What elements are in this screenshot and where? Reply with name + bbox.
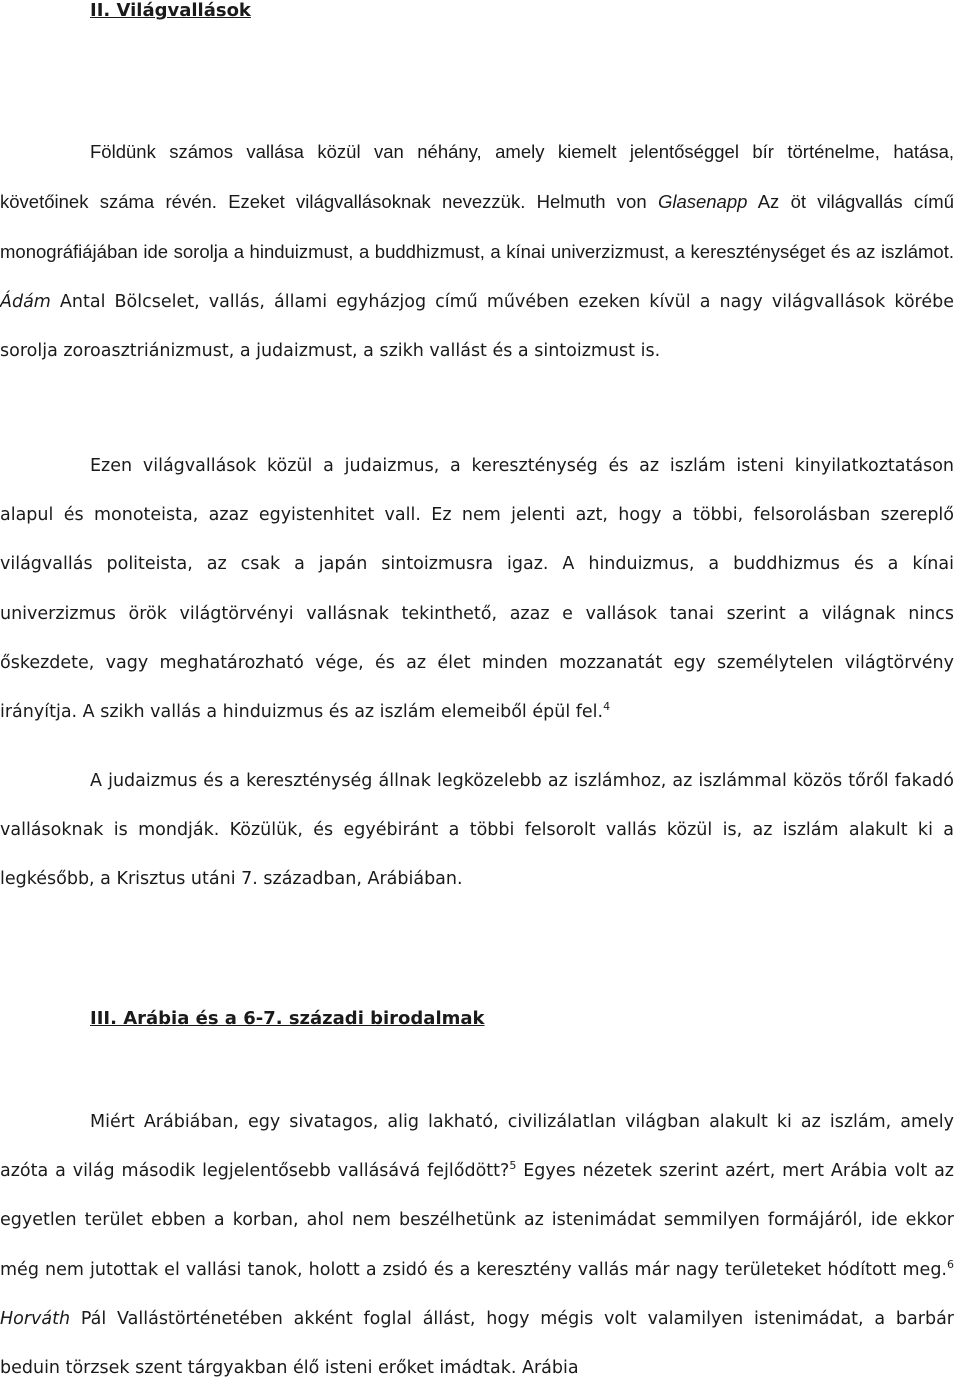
paragraph-2: Ezen világvallások közül a judaizmus, a kereszténység és az iszlám isteni kinyilatkoztatáson alapul és monoteista, azaz egyistenhitet vall. Ez nem jelenti azt, hogy a többi, felsorolásban szereplő világvallás politeista, az csak a japán sintoizmusra igaz. A hinduizmus, a buddhizmus és a kínai univerzizmus örök világtörvényi vallásnak tekinthető, azaz e vallások tanai szerint a világnak nincs őskezdete, vagy meghatározható vége, és az élet minden mozzanatát egy személytelen világtörvény irányítja. A szikh vallás a hinduizmus és az iszlám elemeiből épül fel.$^4$ (0, 456, 954, 723)
footnote-ref-4: 4 (603, 700, 611, 714)
glasenapp-name: Glasenapp (657, 190, 748, 212)
section-heading-2: II. Világvallások (90, 0, 251, 21)
horvath-name: Horváth (0, 1308, 71, 1329)
paragraph-1: Földünk számos vallása közül van néhány, amely kiemelt jelentőséggel bír történelme, hatása, követőinek száma révén. Ezeket világvallásoknak nevezzük. Helmuth von Glasenapp Az öt világvallás című monográfiájában ide sorolja a hinduizmust, a buddhizmust, a kínai univerzizmust, a kereszténységet és az iszlámot. Ádám Antal Bölcselet, vallás, állami egyházjog című művében ezeken kívül a nagy világvallások körébe sorolja zoroasztriánizmust, a judaizmust, a szikh vallást és a sintoizmust is. (0, 141, 955, 361)
adam-name: Ádám (0, 291, 51, 312)
paragraph-4: Miért Arábiában, egy sivatagos, alig lakható, civilizálatlan világban alakult ki az iszlám, amely azóta a világ második legjelentősebb vallásává fejlődött?$^5$ Egyes nézetek szerint azért, mert Arábia volt az egyetlen terület ebben a korban, ahol nem beszélhetünk az istenimádat semmilyen formájáról, ide ekkor még nem jutottak el vallási tanok, holott a zsidó és a keresztény vallás már nagy területeket hódított meg.$^6$ Horváth Pál Vallástörténetében akként foglal állást, hogy mégis volt valamilyen istenimádat, a barbár beduin törzsek szent tárgyakban élő isteni erőket imádtak. Arábia (0, 1112, 954, 1379)
paragraph-3: A judaizmus és a kereszténység állnak legközelebb az iszlámhoz, az iszlámmal közös tőről fakadó vallásoknak is mondják. Közülük, és egyébiránt a többi felsorolt vallás közül is, az iszlám alakult ki a legkésőbb, a Krisztus utáni 7. században, Arábiában. (0, 771, 954, 890)
footnote-ref-5: 5 (509, 1159, 517, 1173)
footnote-ref-6: 6 (947, 1257, 954, 1271)
section-heading-3: III. Arábia és a 6-7. századi birodalmak (90, 1008, 485, 1029)
